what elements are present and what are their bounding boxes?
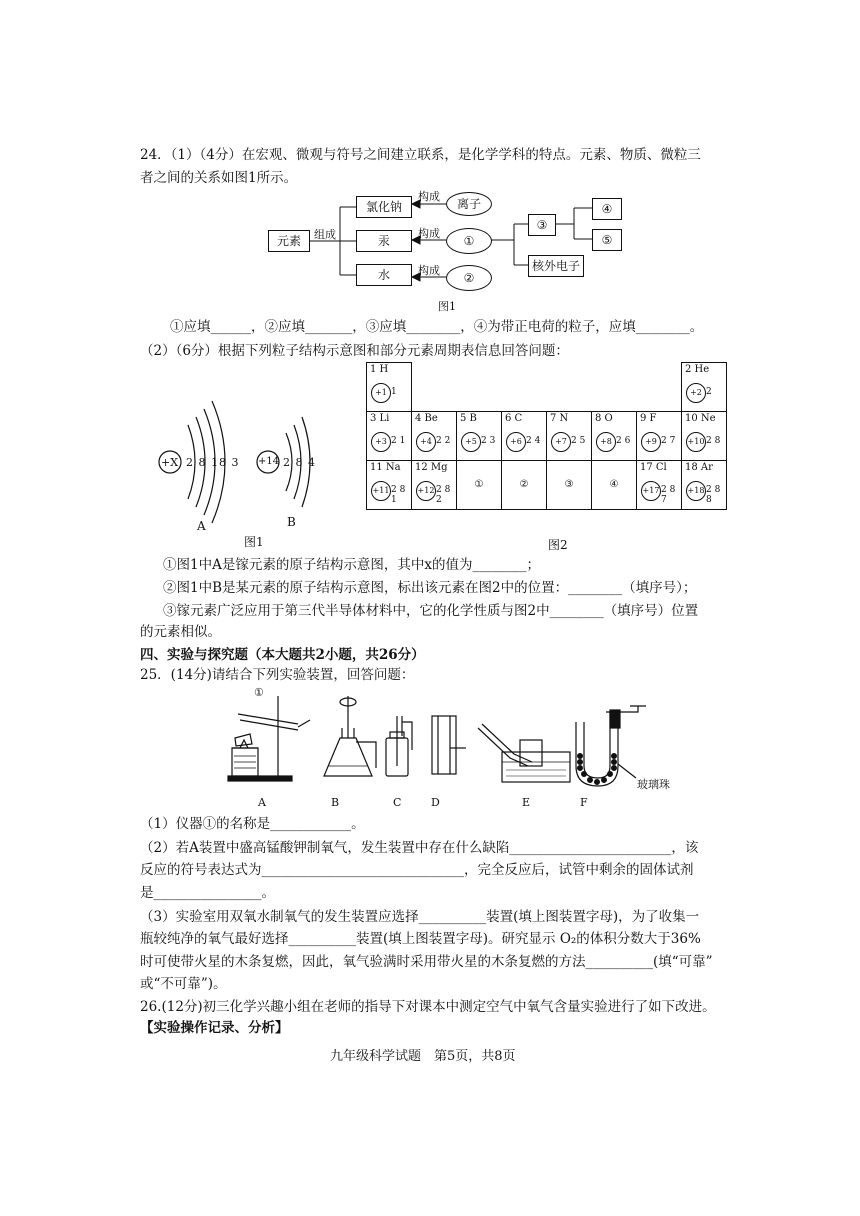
periodic-cell-empty bbox=[502, 363, 547, 412]
q25-p2c: 是________________。 bbox=[140, 885, 275, 901]
apparatus-label-c: C bbox=[393, 796, 402, 809]
node-electron: 核外电子 bbox=[528, 255, 584, 277]
element-nucleus: +18 bbox=[686, 481, 706, 501]
atom-b-label: B bbox=[287, 515, 296, 529]
element-nucleus: +4 bbox=[416, 432, 436, 452]
figure1b-caption: 图1 bbox=[244, 535, 264, 549]
element-nucleus: +7 bbox=[551, 432, 571, 452]
lab-apparatus bbox=[220, 686, 660, 796]
label-construct-3: 构成 bbox=[418, 264, 440, 277]
periodic-cell-blank: ② bbox=[502, 461, 547, 510]
element-symbol: 2 He bbox=[685, 364, 710, 375]
periodic-row bbox=[367, 363, 727, 412]
periodic-cell bbox=[637, 461, 682, 510]
element-nucleus: +2 bbox=[686, 383, 706, 403]
element-symbol: 11 Na bbox=[370, 462, 401, 473]
periodic-cell bbox=[367, 363, 412, 412]
element-symbol: 17 Cl bbox=[640, 462, 667, 473]
periodic-cell bbox=[682, 412, 727, 461]
element-symbol: 10 Ne bbox=[685, 413, 716, 424]
element-symbol: 6 C bbox=[505, 413, 523, 424]
periodic-cell bbox=[367, 412, 412, 461]
element-symbol: 3 Li bbox=[370, 413, 390, 424]
element-nucleus: +10 bbox=[686, 432, 706, 452]
element-nucleus: +9 bbox=[641, 432, 661, 452]
element-symbol: 4 Be bbox=[415, 413, 438, 424]
periodic-cell-blank: ① bbox=[457, 461, 502, 510]
element-electrons: 2 7 bbox=[661, 436, 676, 446]
periodic-cell bbox=[412, 461, 457, 510]
q24-line2: 者之间的关系如图1所示。 bbox=[140, 170, 298, 186]
periodic-cell-empty bbox=[457, 363, 502, 412]
apparatus-marker-1: ① bbox=[254, 686, 264, 699]
element-nucleus: +8 bbox=[596, 432, 616, 452]
element-nucleus: +1 bbox=[371, 383, 391, 403]
q24-sub2: ②图1中B是某元素的原子结构示意图，标出该元素在图2中的位置：________（填序号）； bbox=[163, 580, 697, 596]
element-electrons: 2 3 bbox=[481, 436, 496, 446]
q25-p2a: （2）若A装置中盛高锰酸钾制氧气，发生装置中存在什么缺陷________________________，该 bbox=[140, 840, 699, 856]
apparatus-e bbox=[478, 724, 570, 782]
element-symbol: 9 F bbox=[640, 413, 657, 424]
element-electrons: 2 bbox=[706, 387, 712, 397]
element-nucleus: +5 bbox=[461, 432, 481, 452]
element-electrons: 2 4 bbox=[526, 436, 541, 446]
apparatus-label-f: F bbox=[580, 796, 588, 809]
node-hg: 汞 bbox=[356, 230, 412, 252]
page-footer: 九年级科学试题 第5页，共8页 bbox=[330, 1049, 516, 1064]
node-blank-4: ④ bbox=[592, 198, 622, 220]
node-nacl: 氯化钠 bbox=[356, 196, 412, 218]
periodic-row bbox=[367, 461, 727, 510]
q24-part2: （2）（6分）根据下列粒子结构示意图和部分元素周期表信息回答问题： bbox=[140, 343, 569, 359]
element-electrons: 2 5 bbox=[571, 436, 586, 446]
element-nucleus: +17 bbox=[641, 481, 661, 501]
q25-p3b: 瓶较纯净的氧气最好选择__________装置(填上图装置字母)。研究显示 O₂的体积分数大于36% bbox=[140, 931, 701, 947]
apparatus-a bbox=[228, 696, 310, 781]
node-element: 元素 bbox=[268, 230, 310, 252]
element-electrons: 2 8 7 bbox=[661, 485, 676, 505]
element-symbol: 1 H bbox=[370, 364, 389, 375]
node-ion: 离子 bbox=[446, 192, 492, 216]
element-electrons: 1 bbox=[391, 387, 397, 397]
apparatus-label-b: B bbox=[331, 796, 340, 809]
apparatus-d bbox=[432, 716, 466, 774]
periodic-cell bbox=[412, 412, 457, 461]
periodic-cell bbox=[547, 412, 592, 461]
element-symbol: 8 O bbox=[595, 413, 613, 424]
periodic-cell-empty bbox=[637, 363, 682, 412]
q24-sub3a: ③镓元素广泛应用于第三代半导体材料中，它的化学性质与图2中________（填序号）位置 bbox=[163, 603, 699, 619]
element-electrons: 2 8 8 bbox=[706, 485, 721, 505]
atom-a-nucleus-label: +X bbox=[161, 456, 179, 469]
q25-p3c: 时可使带火星的木条复燃，因此，氧气验满时采用带火星的木条复燃的方法__________(填“可靠” bbox=[140, 954, 713, 970]
q24-sub1: ①图1中A是镓元素的原子结构示意图，其中x的值为________； bbox=[163, 557, 540, 573]
node-blank-5: ⑤ bbox=[592, 229, 622, 251]
q26-sub: 【实验操作记录、分析】 bbox=[140, 1020, 289, 1036]
apparatus-label-a: A bbox=[258, 796, 266, 809]
periodic-cell bbox=[682, 461, 727, 510]
periodic-cell-empty bbox=[412, 363, 457, 412]
element-symbol: 5 B bbox=[460, 413, 477, 424]
atom-b-nucleus-label: +14 bbox=[258, 456, 280, 467]
apparatus-label-d: D bbox=[431, 796, 440, 809]
element-electrons: 2 6 bbox=[616, 436, 631, 446]
q25-p3d: 或“不可靠”)。 bbox=[140, 976, 227, 992]
node-blank-3: ③ bbox=[528, 214, 556, 236]
q25-head: 25．(14分)请结合下列实验装置，回答问题： bbox=[140, 667, 415, 683]
periodic-cell bbox=[682, 363, 727, 412]
periodic-cell bbox=[637, 412, 682, 461]
apparatus-f bbox=[576, 706, 646, 786]
label-construct-2: 构成 bbox=[418, 227, 440, 240]
apparatus-c bbox=[386, 716, 412, 776]
element-nucleus: +11 bbox=[371, 481, 391, 501]
q24-line1: 24．（1）（4分）在宏观、微观与符号之间建立联系，是化学学科的特点。元素、物质、微粒三 bbox=[140, 147, 701, 163]
periodic-table bbox=[366, 362, 727, 510]
periodic-row bbox=[367, 412, 727, 461]
element-electrons: 2 2 bbox=[436, 436, 451, 446]
atom-a-label: A bbox=[197, 519, 206, 533]
periodic-cell-blank: ③ bbox=[547, 461, 592, 510]
atom-a-shells: 2 8 18 3 bbox=[186, 456, 240, 469]
periodic-cell bbox=[592, 412, 637, 461]
atom-b-shells: 2 8 4 bbox=[283, 456, 316, 469]
q24-fill-line: ①应填______，②应填_______，③应填________，④为带正电荷的粒子，应填________。 bbox=[170, 319, 704, 335]
periodic-cell bbox=[502, 412, 547, 461]
q25-p2b: 反应的符号表达式为______________________________，完全反应后，试管中剩余的固体试剂 bbox=[140, 862, 694, 878]
q24-sub3b: 的元素相似。 bbox=[140, 624, 221, 640]
label-construct-1: 构成 bbox=[418, 190, 440, 203]
label-compose: 组成 bbox=[314, 228, 336, 241]
atom-diagrams bbox=[150, 395, 340, 545]
figure2-caption: 图2 bbox=[548, 538, 568, 552]
node-blank-2: ② bbox=[446, 265, 492, 291]
apparatus-label-e: E bbox=[522, 796, 531, 809]
node-water: 水 bbox=[356, 264, 412, 286]
section4-heading: 四、实验与探究题（本大题共2小题，共26分） bbox=[140, 647, 425, 663]
element-electrons: 2 8 1 bbox=[391, 485, 406, 505]
node-blank-1: ① bbox=[446, 228, 492, 254]
element-symbol: 12 Mg bbox=[415, 462, 448, 473]
element-electrons: 2 1 bbox=[391, 436, 406, 446]
periodic-cell-empty bbox=[547, 363, 592, 412]
element-nucleus: +6 bbox=[506, 432, 526, 452]
periodic-cell bbox=[457, 412, 502, 461]
q25-p3a: （3）实验室用双氧水制氧气的发生装置应选择__________装置(填上图装置字母)，为了收集一 bbox=[140, 909, 700, 925]
glass-bead-label: 玻璃珠 bbox=[637, 778, 670, 791]
element-electrons: 2 8 2 bbox=[436, 485, 451, 505]
element-electrons: 2 8 bbox=[706, 436, 721, 446]
apparatus-b bbox=[324, 696, 376, 776]
element-symbol: 7 N bbox=[550, 413, 569, 424]
q26-head: 26.(12分)初三化学兴趣小组在老师的指导下对课本中测定空气中氧气含量实验进行了如下改进。 bbox=[140, 999, 716, 1015]
element-nucleus: +3 bbox=[371, 432, 391, 452]
periodic-cell-blank: ④ bbox=[592, 461, 637, 510]
element-nucleus: +12 bbox=[416, 481, 436, 501]
figure1-caption: 图1 bbox=[438, 300, 456, 313]
periodic-cell-empty bbox=[592, 363, 637, 412]
periodic-cell bbox=[367, 461, 412, 510]
element-symbol: 18 Ar bbox=[685, 462, 713, 473]
q25-p1: （1）仪器①的名称是____________。 bbox=[140, 816, 365, 832]
